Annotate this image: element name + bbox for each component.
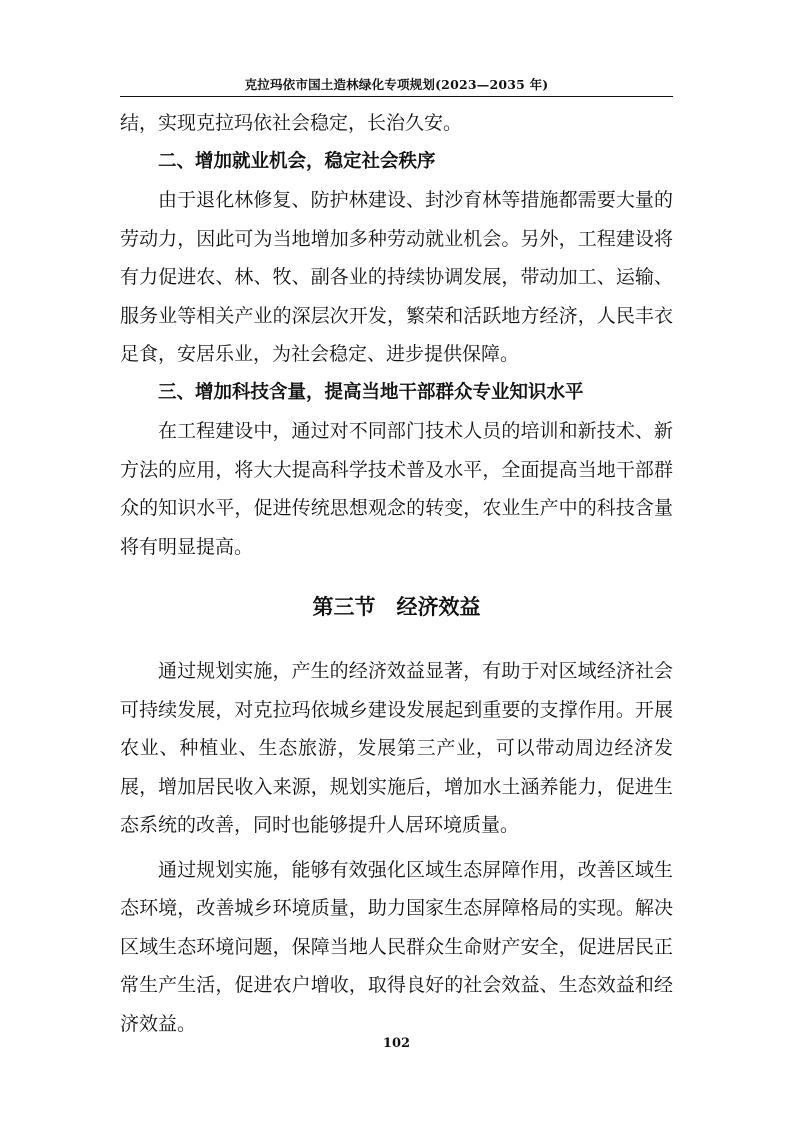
page-number: 102	[382, 1036, 411, 1051]
paragraph-technology: 在工程建设中，通过对不同部门技术人员的培训和新技术、新方法的应用，将大大提高科学技术普及水平，全面提高当地干部群众的知识水平，促进传统思想观念的转变，农业生产中的科技含量将有明显提高。	[120, 420, 673, 558]
paragraph-economic-1: 通过规划实施，产生的经济效益显著，有助于对区域经济社会可持续发展，对克拉玛依城乡建设发展起到重要的支撑作用。开展农业、种植业、生态旅游，发展第三产业，可以带动周边经济发展，增加居民收入来源，规划实施后，增加水土涵养能力，促进生态系统的改善，同时也能够提升人居环境质量。	[120, 660, 673, 836]
heading-employment: 二、增加就业机会，稳定社会秩序	[158, 150, 436, 172]
paragraph-economic-2: 通过规划实施，能够有效强化区域生态屏障作用，改善区域生态环境，改善城乡环境质量，助力国家生态屏障格局的实现。解决区域生态环境问题，保障当地人民群众生命财产安全，促进居民正常生产生活，促进农户增收，取得良好的社会效益、生态效益和经济效益。	[120, 858, 673, 1035]
header-rule	[120, 96, 673, 97]
paragraph-employment: 由于退化林修复、防护林建设、封沙育林等措施都需要大量的劳动力，因此可为当地增加多种劳动就业机会。另外，工程建设将有力促进农、林、牧、副各业的持续协调发展，带动加工、运输、服务业等相关产业的深层次开发，繁荣和活跃地方经济，人民丰衣足食，安居乐业，为社会稳定、进步提供保障。	[120, 189, 673, 365]
heading-technology: 三、增加科技含量，提高当地干部群众专业知识水平	[158, 381, 584, 403]
section-title-economic-benefits: 第三节 经济效益	[312, 595, 481, 619]
running-header: 克拉玛依市国土造林绿化专项规划(2023—2035 年)	[244, 77, 549, 92]
page-body	[120, 104, 673, 1043]
carryover-paragraph: 结，实现克拉玛依社会稳定，长治久安。	[120, 112, 463, 134]
